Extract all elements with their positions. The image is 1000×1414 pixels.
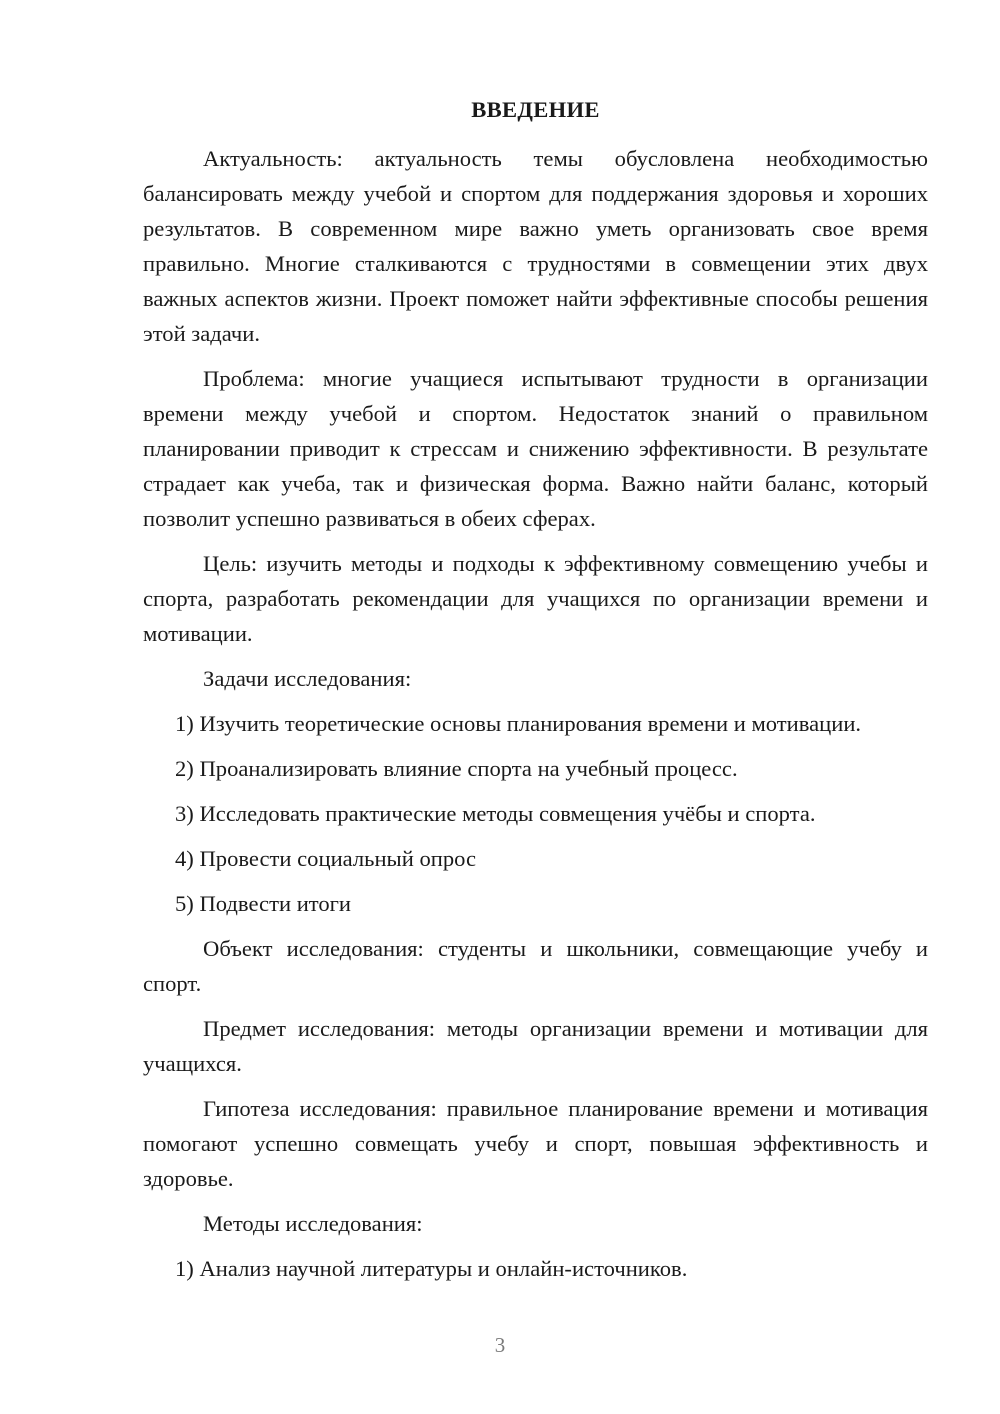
tasks-heading: Задачи исследования:: [203, 666, 412, 691]
methods-heading: Методы исследования:: [203, 1211, 423, 1236]
page-title: ВВЕДЕНИЕ: [471, 97, 600, 122]
goal-paragraph: Цель: изучить методы и подходы к эффективному совмещению учебы и спорта, разработать рекомендации для учащихся по организации времени и мотивации.: [143, 551, 928, 646]
tasks-list: [143, 706, 928, 921]
subject-paragraph: Предмет исследования: методы организации времени и мотивации для учащихся.: [143, 1016, 928, 1076]
hypothesis-paragraph: Гипотеза исследования: правильное планирование времени и мотивация помогают успешно совмещать учебу и спорт, повышая эффективность и здоровье.: [143, 1096, 928, 1191]
list-item: 5) Подвести итоги: [175, 891, 352, 916]
list-item: 3) Исследовать практические методы совмещения учёбы и спорта.: [175, 801, 816, 826]
page-content: [143, 92, 928, 1296]
list-item: 1) Изучить теоретические основы планирования времени и мотивации.: [175, 711, 862, 736]
list-item: 1) Анализ научной литературы и онлайн-источников.: [175, 1256, 688, 1281]
page-number: 3: [494, 1333, 506, 1357]
list-item: 4) Провести социальный опрос: [175, 846, 477, 871]
problem-paragraph: Проблема: многие учащиеся испытывают трудности в организации времени между учебой и спортом. Недостаток знаний о правильном планировании приводит к стрессам и снижению эффективности. В результате страдает как учеба, так и физическая форма. Важно найти баланс, который позволит успешно развиваться в обеих сферах.: [143, 366, 928, 531]
object-paragraph: Объект исследования: студенты и школьники, совмещающие учебу и спорт.: [143, 936, 928, 996]
relevance-paragraph: Актуальность: актуальность темы обусловлена необходимостью балансировать между учебой и спортом для поддержания здоровья и хороших результатов. В современном мире важно уметь организовать свое время правильно. Многие сталкиваются с трудностями в совмещении этих двух важных аспектов жизни. Проект поможет найти эффективные способы решения этой задачи.: [143, 146, 928, 346]
methods-list: [143, 1251, 928, 1286]
list-item: 2) Проанализировать влияние спорта на учебный процесс.: [175, 756, 738, 781]
